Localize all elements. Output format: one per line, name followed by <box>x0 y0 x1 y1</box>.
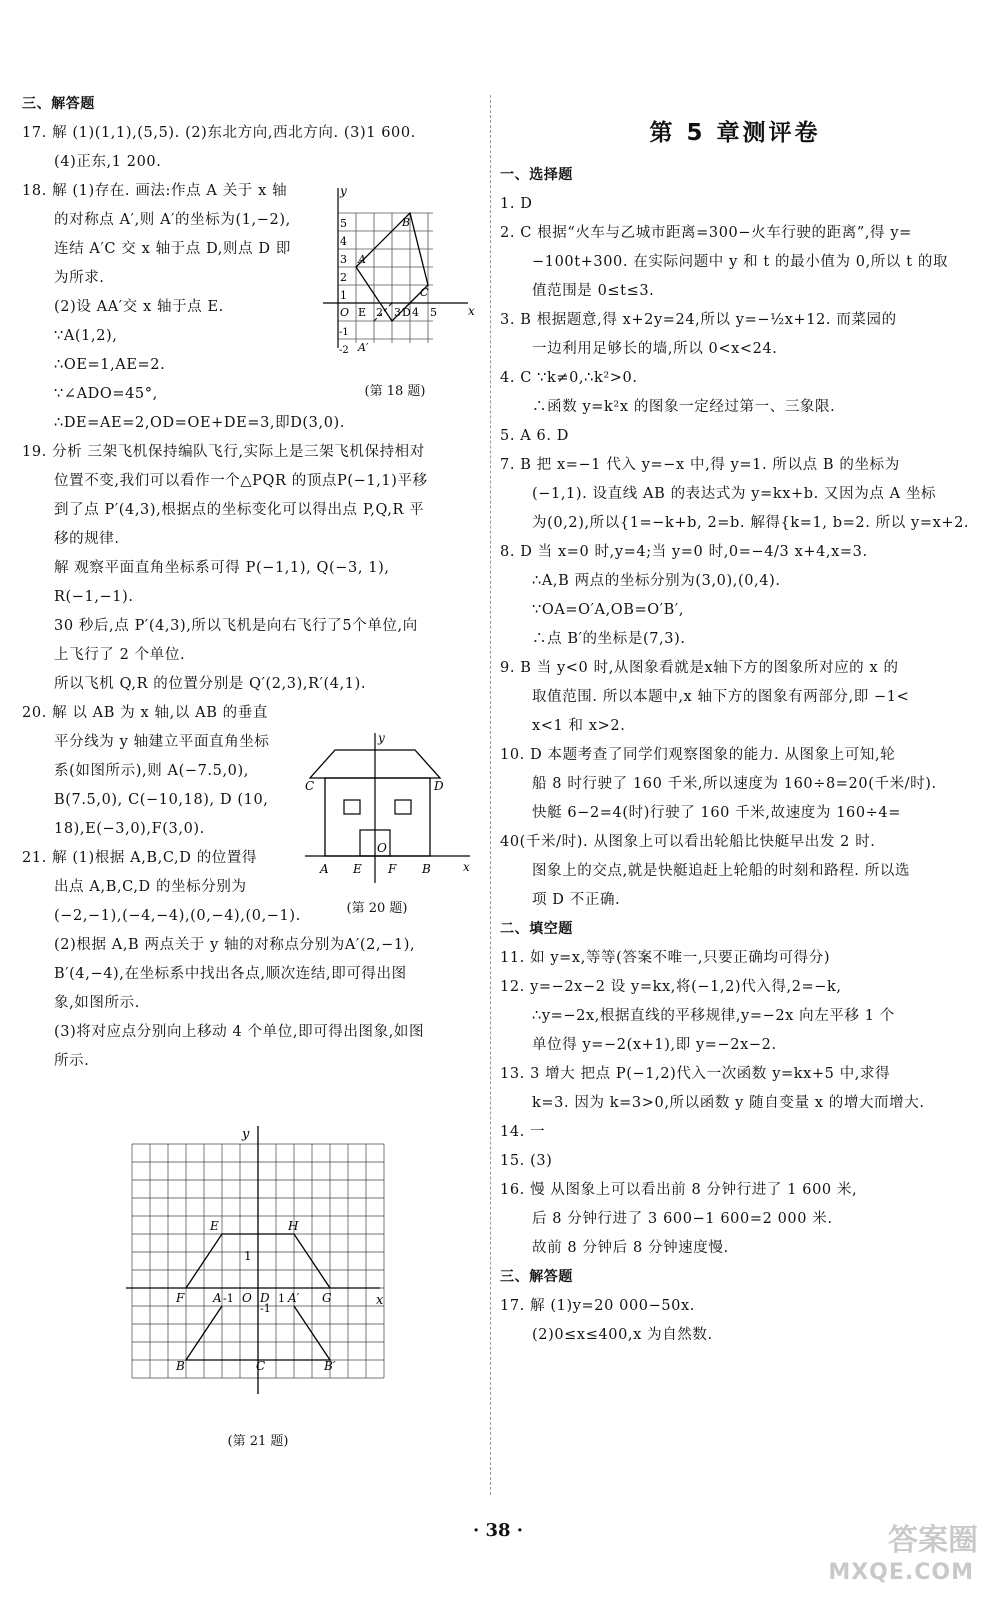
fill-line: 13. 3 增大 把点 P(−1,2)代入一次函数 y=kx+5 中,求得 <box>500 1066 891 1082</box>
q18-line-6: ∵A(1,2), <box>54 328 118 344</box>
choice-line: 图象上的交点,就是快艇追赶上轮船的时刻和路程. 所以选 <box>532 863 911 879</box>
choice-line: 2. C 根据“火车与乙城市距离=300−火车行驶的距离”,得 y= <box>500 225 912 241</box>
fig18-label: E <box>358 306 367 319</box>
q18-line-1: 18. 解 (1)存在. 画法:作点 A 关于 x 轴 <box>22 183 288 199</box>
fig21-label: -1 <box>223 1292 234 1305</box>
choice-line: 船 8 时行驶了 160 千米,所以速度为 160÷8=20(千米/时). <box>532 776 937 792</box>
choice-line: 项 D 不正确. <box>532 892 621 908</box>
fig21-label: D <box>260 1291 270 1305</box>
choice-line: ∴A,B 两点的坐标分别为(3,0),(0,4). <box>532 573 781 589</box>
fill-line: ∴y=−2x,根据直线的平移规律,y=−2x 向左平移 1 个 <box>532 1008 895 1024</box>
fig21-label: E <box>210 1219 219 1233</box>
q18-line-2: 的对称点 A′,则 A′的坐标为(1,−2), <box>54 212 291 228</box>
fig21-label: A <box>213 1291 222 1305</box>
choice-line: 1. D <box>500 196 533 212</box>
fig18-label: 1 <box>340 289 347 302</box>
fig18-label: C <box>420 286 429 299</box>
fig21-label: A′ <box>288 1291 300 1305</box>
fig18-label: D <box>402 306 411 319</box>
choice-line: 40(千米/时). 从图象上可以看出轮船比快艇早出发 2 时. <box>500 834 876 850</box>
q20-line-1: 20. 解 以 AB 为 x 轴,以 AB 的垂直 <box>22 705 268 721</box>
fig18-label: x <box>468 304 475 318</box>
choice-line: 5. A 6. D <box>500 428 569 444</box>
fig18-label: -1 <box>339 327 349 338</box>
fig21-label: F <box>176 1291 185 1305</box>
fill-line: 单位得 y=−2(x+1),即 y=−2x−2. <box>532 1037 777 1053</box>
fig20-label: C <box>305 779 315 793</box>
q17-line-1: 17. 解 (1)(1,1),(5,5). (2)东北方向,西北方向. (3)1 600. <box>22 125 416 141</box>
fig18-label: A <box>358 253 366 266</box>
q19-line-3: 到了点 P′(4,3),根据点的坐标变化可以得出点 P,Q,R 平 <box>54 502 425 518</box>
choice-line: (−1,1). 设直线 AB 的表达式为 y=kx+b. 又因为点 A 坐标 <box>532 486 937 502</box>
watermark-url: MXQE.COM <box>828 1560 974 1585</box>
fig18-label: y <box>340 184 347 198</box>
fig18-label: A′ <box>358 341 369 353</box>
fig21-label: 1 <box>244 1249 252 1263</box>
fig18-label: 2 <box>340 271 347 284</box>
q19-line-9: 所以飞机 Q,R 的位置分别是 Q′(2,3),R′(4,1). <box>54 676 367 692</box>
q19-line-6: R(−1,−1). <box>54 589 134 605</box>
q21-line-6: 象,如图所示. <box>54 995 140 1011</box>
choice-line: 取值范围. 所以本题中,x 轴下方的图象有两部分,即 −1< <box>532 689 910 705</box>
q21-line-4: (2)根据 A,B 两点关于 y 轴的对称点分别为A′(2,−1), <box>54 937 416 953</box>
fig18-label: O <box>340 306 350 319</box>
q19-line-8: 上飞行了 2 个单位. <box>54 647 186 663</box>
fill-line: 16. 慢 从图象上可以看出前 8 分钟行进了 1 600 米, <box>500 1182 858 1198</box>
q18-line-7: ∴OE=1,AE=2. <box>54 357 166 373</box>
fig21-label: -1 <box>260 1302 271 1315</box>
fig21-label: C <box>256 1359 266 1373</box>
column-divider <box>490 95 491 1495</box>
q18-line-9: ∴DE=AE=2,OD=OE+DE=3,即D(3,0). <box>54 415 346 431</box>
q21-line-5: B′(4,−4),在坐标系中找出各点,顺次连结,即可得出图 <box>54 966 407 982</box>
fill-answers <box>500 944 970 1263</box>
q21-line-3: (−2,−1),(−4,−4),(0,−4),(0,−1). <box>54 908 301 924</box>
choice-line: ∴点 B′的坐标是(7,3). <box>532 631 686 647</box>
figure-18 <box>318 183 478 353</box>
choice-line: 一边利用足够长的墙,所以 0<x<24. <box>532 341 778 357</box>
chapter-title: 第 5 章测评卷 <box>649 120 821 146</box>
fill-line: k=3. 因为 k=3>0,所以函数 y 随自变量 x 的增大而增大. <box>532 1095 925 1111</box>
fig20-label: E <box>353 862 362 876</box>
choice-line: ∴函数 y=k²x 的图象一定经过第一、三象限. <box>532 399 836 415</box>
section-heading: 三、解答题 <box>500 1269 573 1285</box>
q21-line-2: 出点 A,B,C,D 的坐标分别为 <box>54 879 247 895</box>
fill-line: 后 8 分钟行进了 3 600−1 600=2 000 米. <box>532 1211 833 1227</box>
fig20-label: O <box>377 841 387 855</box>
choice-line: 8. D 当 x=0 时,y=4;当 y=0 时,0=−4/3 x+4,x=3. <box>500 544 868 560</box>
fig21-caption: (第 21 题) <box>227 1434 289 1449</box>
fig21-label: x <box>376 1293 384 1308</box>
choice-line: 值范围是 0≤t≤3. <box>532 283 655 299</box>
fig18-label: 5 <box>430 306 437 319</box>
q21-line-7: (3)将对应点分别向上移动 4 个单位,即可得出图象,如图 <box>54 1024 425 1040</box>
fig21-label: G <box>322 1291 332 1305</box>
fig20-label: x <box>463 860 470 874</box>
choice-answers <box>500 190 970 915</box>
q19-line-5: 解 观察平面直角坐标系可得 P(−1,1), Q(−3, 1), <box>54 560 390 576</box>
q18-line-3: 连结 A′C 交 x 轴于点 D,则点 D 即 <box>54 241 291 257</box>
choice-line: ∵OA=O′A,OB=O′B′, <box>532 602 685 618</box>
figure-20 <box>300 728 480 888</box>
q19-line-7: 30 秒后,点 P′(4,3),所以飞机是向右飞行了5个单位,向 <box>54 618 418 634</box>
q18-line-8: ∵∠ADO=45°, <box>54 386 158 402</box>
fig18-label: 2 <box>376 306 383 319</box>
q18-line-4: 为所求. <box>54 270 105 286</box>
fill-line: 14. 一 <box>500 1124 546 1140</box>
fig18-caption: (第 18 题) <box>364 384 426 399</box>
fig21-label: y <box>242 1127 250 1142</box>
fig18-label: -2 <box>339 345 349 353</box>
choice-line: 快艇 6−2=4(时)行驶了 160 千米,故速度为 160÷4= <box>532 805 902 821</box>
q20-line-3: 系(如图所示),则 A(−7.5,0), <box>54 763 249 779</box>
fig18-label: 4 <box>340 235 347 248</box>
q21-line-1: 21. 解 (1)根据 A,B,C,D 的位置得 <box>22 850 258 866</box>
q17-line-2: (4)正东,1 200. <box>54 154 162 170</box>
fig21-label: B <box>176 1359 185 1373</box>
q21-line-8: 所示. <box>54 1053 90 1069</box>
fig20-caption: (第 20 题) <box>346 901 408 916</box>
fig18-label: B <box>402 216 411 229</box>
fig18-label: 4 <box>412 306 419 319</box>
solution-answers <box>500 1292 970 1350</box>
choice-line: 9. B 当 y<0 时,从图象看就是x轴下方的图象所对应的 x 的 <box>500 660 899 676</box>
fig20-label: B <box>422 862 431 876</box>
section-heading: 二、填空题 <box>500 921 573 937</box>
fig20-label: A <box>320 862 329 876</box>
fill-line: 故前 8 分钟后 8 分钟速度慢. <box>532 1240 729 1256</box>
fig21-label: H <box>288 1219 299 1233</box>
choice-line: 3. B 根据题意,得 x+2y=24,所以 y=−½x+12. 而菜园的 <box>500 312 897 328</box>
choice-line: 7. B 把 x=−1 代入 y=−x 中,得 y=1. 所以点 B 的坐标为 <box>500 457 900 473</box>
fill-line: 12. y=−2x−2 设 y=kx,将(−1,2)代入得,2=−k, <box>500 979 842 995</box>
q18-line-5: (2)设 AA′交 x 轴于点 E. <box>54 299 224 315</box>
q20-line-2: 平分线为 y 轴建立平面直角坐标 <box>54 734 270 750</box>
choice-line: 为(0,2),所以{1=−k+b, 2=b. 解得{k=1, b=2. 所以 y=x+2. <box>532 515 970 531</box>
fig21-label: O <box>242 1291 252 1305</box>
fig20-label: y <box>378 731 385 745</box>
figure-21 <box>118 1118 398 1398</box>
fig18-label: 3 <box>394 306 401 319</box>
fig21-label: 1 <box>278 1292 285 1305</box>
answer-line: (2)0≤x≤400,x 为自然数. <box>532 1327 713 1343</box>
choice-line: 10. D 本题考查了同学们观察图象的能力. 从图象上可知,轮 <box>500 747 896 763</box>
q20-line-5: 18),E(−3,0),F(3,0). <box>54 821 205 837</box>
answer-line: 17. 解 (1)y=20 000−50x. <box>500 1298 695 1314</box>
section-heading: 一、选择题 <box>500 167 573 183</box>
q20-line-4: B(7.5,0), C(−10,18), D (10, <box>54 792 269 808</box>
page-number: · 38 · <box>472 1520 524 1541</box>
right-column <box>500 90 970 1350</box>
watermark-logo: 答案圈 <box>888 1523 978 1558</box>
fill-line: 11. 如 y=x,等等(答案不唯一,只要正确均可得分) <box>500 950 831 966</box>
fig18-label: 3 <box>340 253 347 266</box>
q19-line-2: 位置不变,我们可以看作一个△PQR 的顶点P(−1,1)平移 <box>54 473 428 489</box>
choice-line: x<1 和 x>2. <box>532 718 626 734</box>
fig21-label: B′ <box>324 1359 336 1373</box>
fig20-label: D <box>434 779 444 793</box>
q19-line-4: 移的规律. <box>54 531 120 547</box>
fig18-label: 5 <box>340 217 347 230</box>
q19-line-1: 19. 分析 三架飞机保持编队飞行,实际上是三架飞机保持相对 <box>22 444 425 460</box>
choice-line: −100t+300. 在实际问题中 y 和 t 的最小值为 0,所以 t 的取 <box>532 254 949 270</box>
choice-line: 4. C ∵k≠0,∴k²>0. <box>500 370 638 386</box>
fill-line: 15. (3) <box>500 1153 553 1169</box>
fig20-label: F <box>388 862 397 876</box>
section-heading: 三、解答题 <box>22 96 95 112</box>
